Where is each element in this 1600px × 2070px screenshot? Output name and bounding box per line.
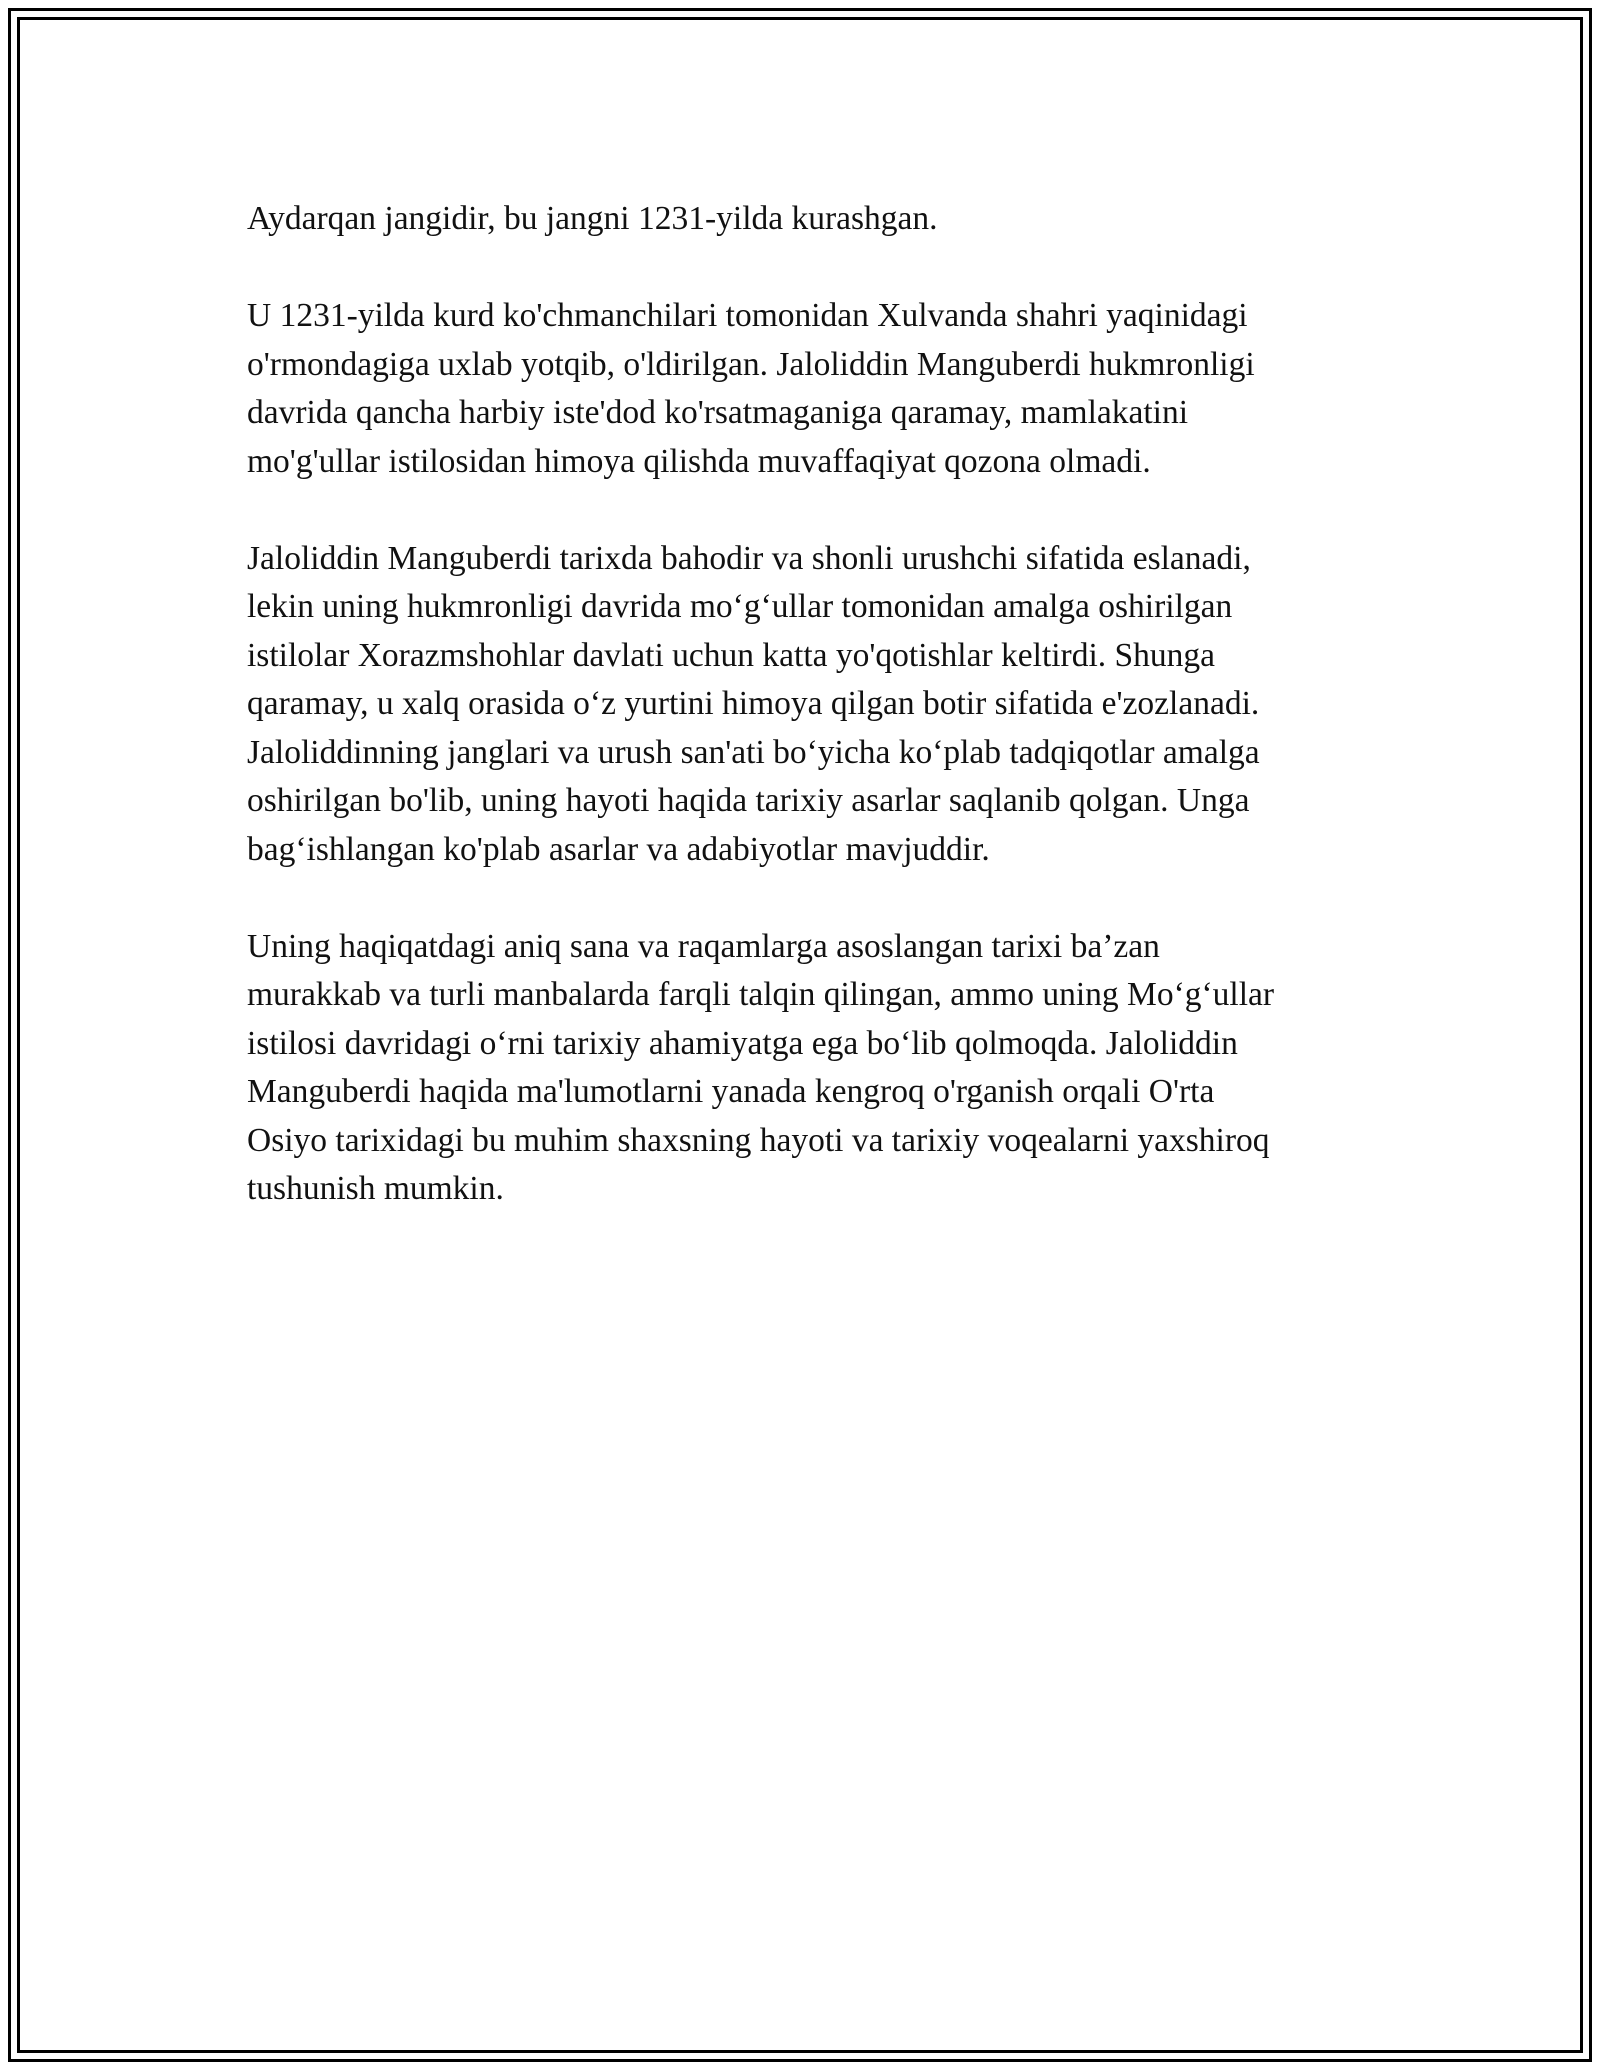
text-line: istilolar Xorazmshohlar davlati uchun katta yo'qotishlar keltirdi. Shunga [247,636,1216,674]
text-line: oshirilgan bo'lib, uning hayoti haqida tarixiy asarlar saqlanib qolgan. Unga [247,782,1250,819]
text-line: Manguberdi haqida ma'lumotlarni yanada kengroq o'rganish orqali O'rta [247,1073,1215,1110]
document-page [8,8,1592,2062]
text-line: murakkab va turli manbalarda farqli talqin qilingan, ammo uning Mo‘g‘ullar [247,976,1275,1013]
text-line: U 1231-yilda kurd ko'chmanchilari tomonidan Xulvanda shahri yaqinidagi [247,297,1248,334]
paragraph-4 [247,923,1397,1214]
text-line: Jaloliddin Manguberdi tarixda bahodir va shonli urushchi sifatida eslanadi, [247,539,1251,577]
document-body [247,195,1397,1262]
text-line: qaramay, u xalq orasida o‘z yurtini himoya qilgan botir sifatida e'zozlanadi. [247,685,1260,722]
text-line: Osiyo tarixidagi bu muhim shaxsning hayoti va tarixiy voqealarni yaxshiroq [247,1121,1270,1159]
text-line: lekin uning hukmronligi davrida mo‘g‘ullar tomonidan amalga oshirilgan [247,588,1233,625]
text-line: tushunish mumkin. [247,1170,504,1207]
paragraph-2 [247,292,1397,486]
text-line: istilosi davridagi o‘rni tarixiy ahamiyatga ega bo‘lib qolmoqda. Jaloliddin [247,1024,1238,1062]
text-line: davrida qancha harbiy iste'dod ko'rsatmaganiga qaramay, mamlakatini [247,394,1189,431]
text-line: Aydarqan jangidir, bu jangni 1231-yilda kurashgan. [247,200,938,237]
text-line: Jaloliddinning janglari va urush san'ati bo‘yicha ko‘plab tadqiqotlar amalga [247,733,1260,771]
paragraph-1 [247,195,1397,244]
text-line: bag‘ishlangan ko'plab asarlar va adabiyotlar mavjuddir. [247,830,990,868]
text-line: mo'g'ullar istilosidan himoya qilishda muvaffaqiyat qozona olmadi. [247,442,1151,480]
paragraph-3 [247,535,1397,875]
text-line: Uning haqiqatdagi aniq sana va raqamlarga asoslangan tarixi ba’zan [247,927,1160,965]
text-line: o'rmondagiga uxlab yotqib, o'ldirilgan. Jaloliddin Manguberdi hukmronligi [247,345,1255,383]
